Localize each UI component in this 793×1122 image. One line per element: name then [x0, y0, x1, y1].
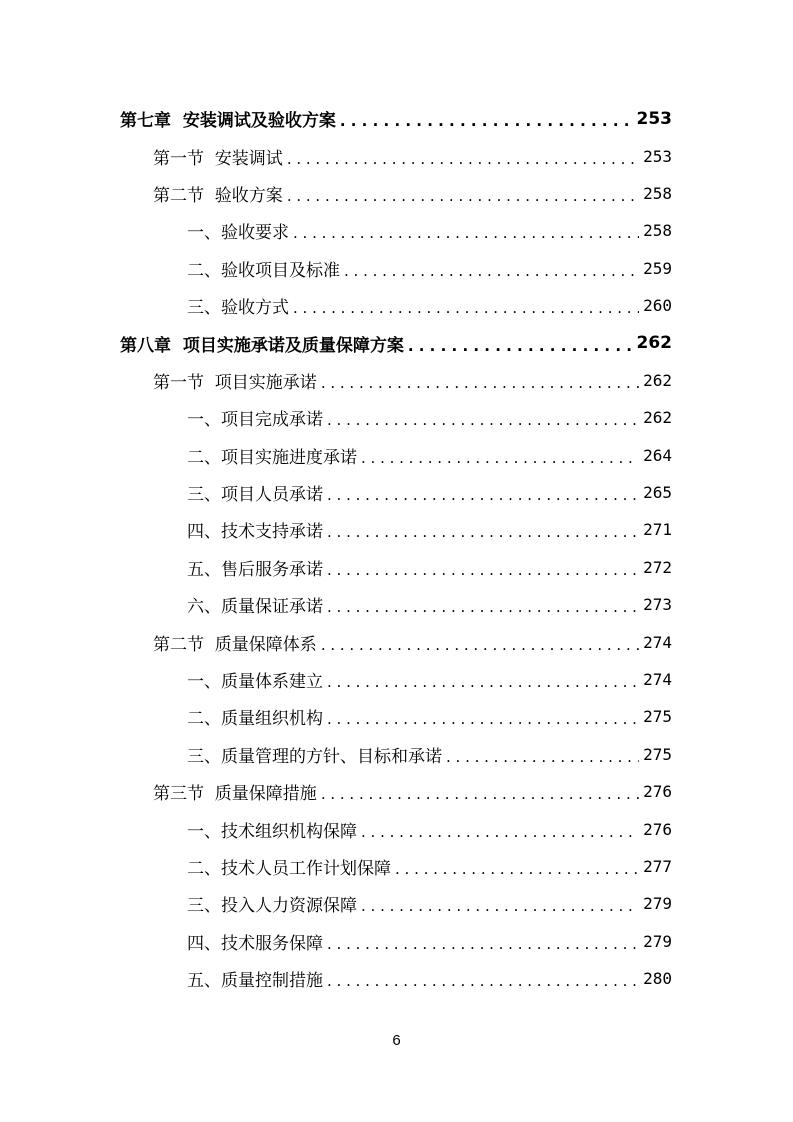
toc-entry-label: 三、项目人员承诺 [187, 485, 323, 506]
toc-entry-page: 272 [643, 557, 672, 577]
toc-entry-label: 四、技术支持承诺 [187, 522, 323, 543]
toc-dot-leader [327, 712, 639, 727]
toc-entry-page: 253 [643, 146, 672, 166]
toc-section-entry[interactable] [0, 623, 793, 660]
toc-entry-label: 第三节 质量保障措施 [153, 784, 317, 805]
toc-dot-leader [321, 787, 639, 802]
toc-entry-label: 三、验收方式 [187, 298, 289, 319]
toc-subsection-entry[interactable] [0, 810, 793, 847]
toc-chapter-entry[interactable] [0, 100, 793, 137]
toc-subsection-entry[interactable] [0, 474, 793, 511]
toc-subsection-entry[interactable] [0, 437, 793, 474]
toc-entry-page: 277 [643, 857, 672, 876]
toc-entry-page: 253 [636, 108, 672, 129]
toc-subsection-entry[interactable] [0, 885, 793, 922]
toc-entry-page: 271 [643, 520, 672, 540]
toc-entry-page: 265 [643, 483, 672, 503]
toc-entry-page: 275 [643, 707, 672, 727]
toc-entry-label: 二、项目实施进度承诺 [187, 447, 357, 468]
toc-dot-leader [327, 600, 639, 615]
toc-entry-page: 279 [643, 894, 672, 914]
toc-dot-leader [287, 152, 639, 167]
toc-entry-page: 280 [643, 969, 672, 989]
toc-dot-leader [327, 413, 639, 428]
toc-dot-leader [361, 825, 639, 840]
toc-dot-leader [327, 937, 639, 952]
toc-entry-label: 第二节 验收方案 [153, 185, 283, 206]
toc-entry-label: 第八章 项目实施承诺及质量保障方案 [120, 335, 404, 356]
toc-entry-label: 二、技术人员工作计划保障 [187, 859, 391, 879]
toc-dot-leader [293, 226, 639, 241]
toc-entry-label: 第七章 安装调试及验收方案 [120, 111, 336, 132]
toc-entry-page: 262 [643, 408, 672, 428]
toc-entry-label: 五、质量控制措施 [187, 971, 323, 992]
toc-dot-leader [327, 675, 639, 690]
toc-entry-label: 四、技术服务保障 [187, 933, 323, 954]
toc-entry-page: 260 [643, 296, 672, 316]
toc-dot-leader [344, 264, 639, 279]
toc-entry-label: 五、售后服务承诺 [187, 559, 323, 580]
toc-entry-label: 第二节 质量保障体系 [153, 634, 317, 655]
toc-section-entry[interactable] [0, 137, 793, 174]
toc-subsection-entry[interactable] [0, 661, 793, 698]
toc-dot-leader [361, 451, 639, 466]
toc-subsection-entry[interactable] [0, 212, 793, 249]
toc-subsection-entry[interactable] [0, 287, 793, 324]
toc-entry-page: 273 [643, 595, 672, 615]
toc-entry-page: 258 [643, 221, 672, 241]
toc-entry-label: 三、投入人力资源保障 [187, 896, 357, 917]
toc-entry-label: 第一节 项目实施承诺 [153, 372, 317, 393]
toc-entry-page: 262 [643, 370, 672, 390]
toc-entry-page: 259 [643, 258, 672, 278]
toc-subsection-entry[interactable] [0, 698, 793, 735]
toc-subsection-entry[interactable] [0, 586, 793, 623]
toc-dot-leader [327, 974, 639, 989]
toc-section-entry[interactable] [0, 362, 793, 399]
toc-subsection-entry[interactable] [0, 399, 793, 436]
toc-subsection-entry[interactable] [0, 511, 793, 548]
toc-entry-page: 276 [643, 819, 672, 839]
toc-dot-leader [395, 862, 639, 877]
toc-entry-label: 二、验收项目及标准 [187, 260, 340, 281]
toc-dot-leader [321, 376, 639, 391]
toc-entry-page: 258 [643, 183, 672, 203]
toc-entry-page: 276 [643, 782, 672, 802]
toc-subsection-entry[interactable] [0, 549, 793, 586]
toc-entry-page: 275 [643, 744, 672, 764]
toc-dot-leader [361, 899, 639, 914]
toc-entry-label: 三、质量管理的方针、目标和承诺 [187, 746, 442, 767]
toc-dot-leader [327, 525, 639, 540]
toc-section-entry[interactable] [0, 175, 793, 212]
toc-subsection-entry[interactable] [0, 250, 793, 287]
table-of-contents [0, 100, 793, 997]
toc-dot-leader [321, 638, 639, 653]
toc-dot-leader [287, 189, 639, 204]
toc-dot-leader [446, 750, 639, 765]
toc-chapter-entry[interactable] [0, 324, 793, 361]
toc-entry-label: 六、质量保证承诺 [187, 597, 323, 618]
toc-entry-label: 一、项目完成承诺 [187, 410, 323, 431]
toc-dot-leader [327, 488, 639, 503]
toc-subsection-entry[interactable] [0, 960, 793, 997]
toc-entry-page: 262 [636, 333, 672, 354]
page-number: 6 [392, 1032, 401, 1049]
toc-dot-leader [293, 301, 639, 316]
toc-entry-label: 一、验收要求 [187, 223, 289, 244]
toc-entry-label: 第一节 安装调试 [153, 148, 283, 169]
toc-subsection-entry[interactable] [0, 848, 793, 885]
toc-subsection-entry[interactable] [0, 923, 793, 960]
toc-dot-leader [327, 563, 639, 578]
toc-entry-label: 一、技术组织机构保障 [187, 821, 357, 842]
toc-subsection-entry[interactable] [0, 736, 793, 773]
toc-entry-label: 二、质量组织机构 [187, 709, 323, 730]
toc-entry-page: 279 [643, 931, 672, 951]
toc-dot-leader [340, 114, 633, 129]
toc-section-entry[interactable] [0, 773, 793, 810]
toc-entry-page: 264 [643, 445, 672, 465]
toc-entry-label: 一、质量体系建立 [187, 672, 323, 693]
toc-entry-page: 274 [643, 670, 672, 690]
toc-dot-leader [408, 339, 633, 354]
toc-entry-page: 274 [643, 632, 672, 652]
